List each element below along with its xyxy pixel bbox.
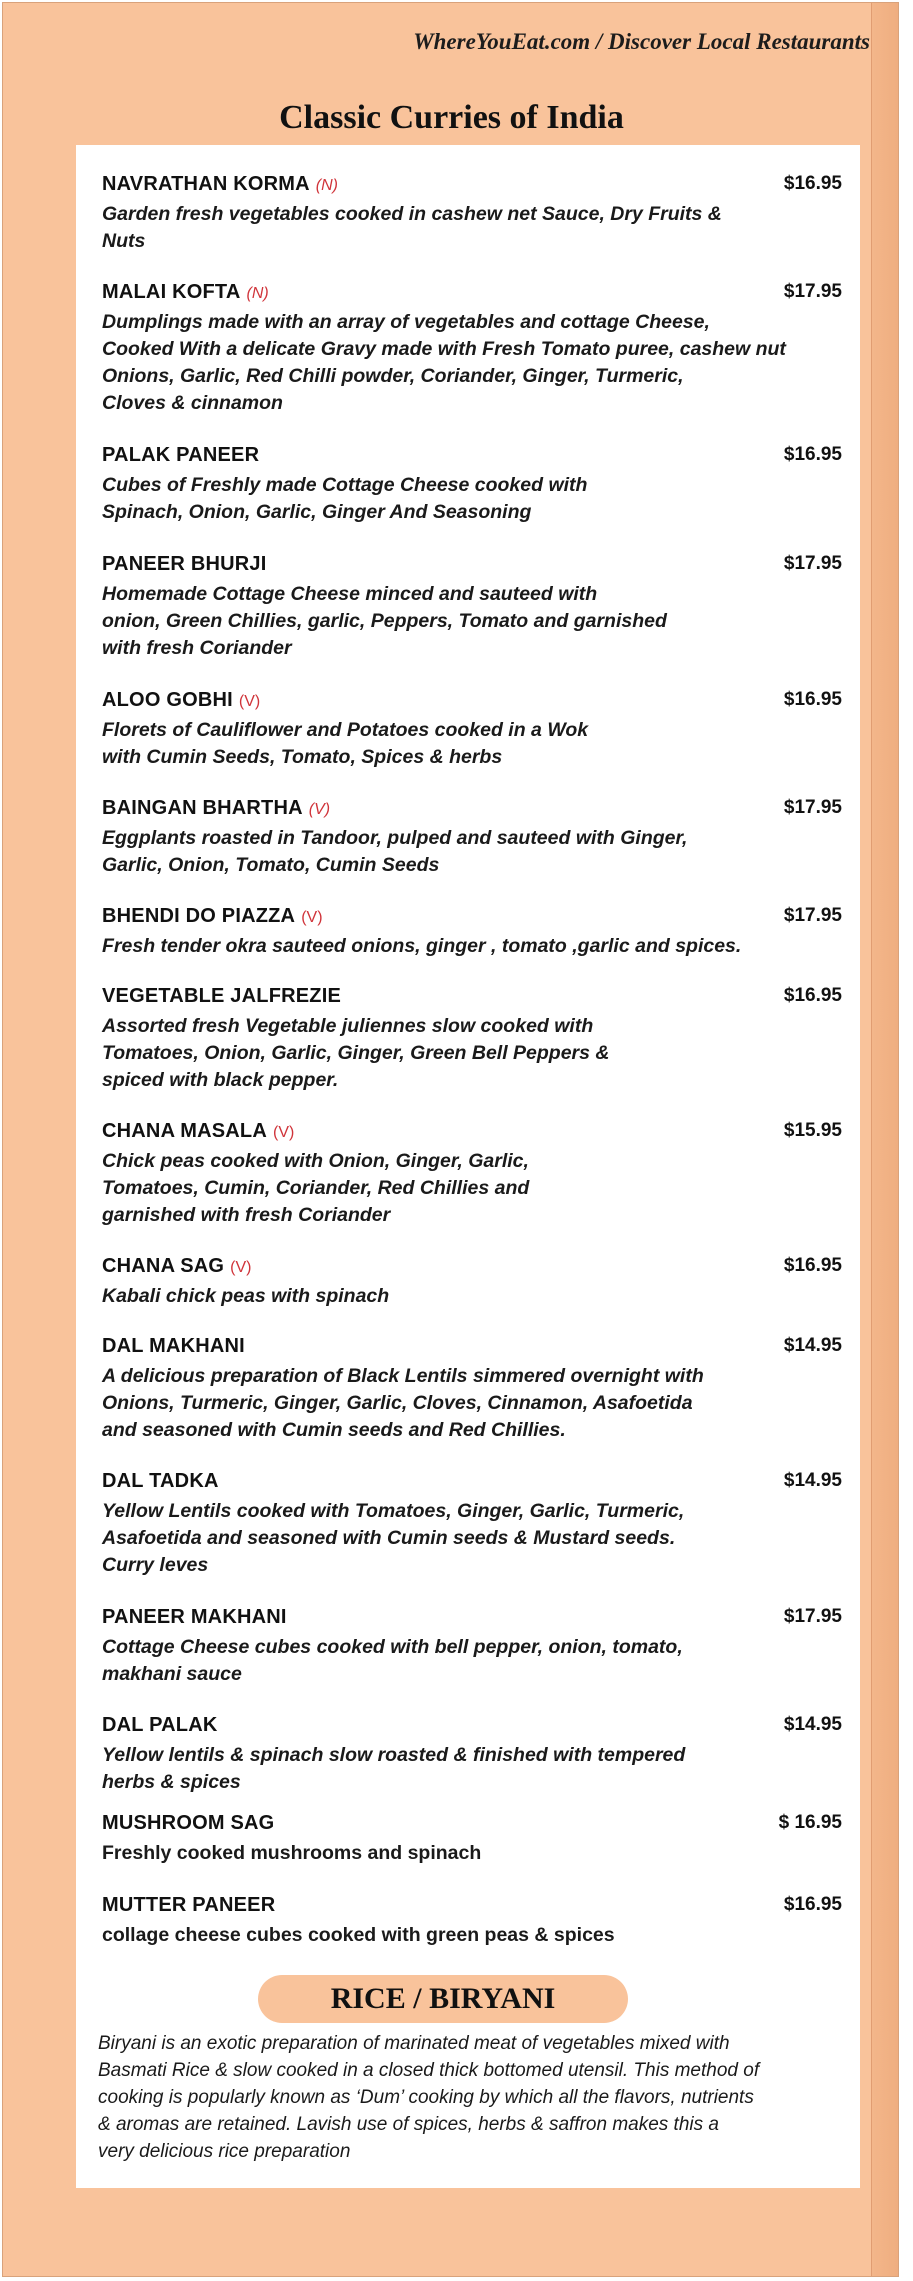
menu-item-name: MUTTER PANEER (102, 1894, 276, 1916)
menu-item (102, 1255, 842, 1310)
menu-item-header (102, 1714, 842, 1742)
menu-item-price: $17.95 (783, 281, 842, 302)
menu-item-header (102, 1470, 842, 1498)
menu-item-price: $14.95 (783, 1714, 842, 1735)
menu-item-header (102, 553, 842, 581)
menu-item-price: $17.95 (783, 553, 842, 574)
menu-item (102, 1120, 842, 1229)
menu-item (102, 1335, 842, 1444)
menu-item-description: Garden fresh vegetables cooked in cashew net Sauce, Dry Fruits & Nuts (102, 203, 722, 252)
menu-item-header (102, 281, 842, 309)
menu-item (102, 689, 842, 771)
menu-item-price: $15.95 (783, 1120, 842, 1141)
menu-item-header (102, 1335, 842, 1363)
menu-item (102, 985, 842, 1094)
menu-item (102, 1714, 842, 1796)
menu-item-price: $14.95 (783, 1335, 842, 1356)
section-description: Biryani is an exotic preparation of marinated meat of vegetables mixed with Basmati Rice & slow cooked in a closed thick bottomed utensil. This method of cooking is popularly known as ‘Dum’ cooking by which all the flavors, nutrients & aromas are retained. Lavish use of spices, herbs & saffron makes this a very delicious rice preparation (98, 2033, 760, 2162)
menu-item-price: $16.95 (783, 173, 842, 194)
dietary-tag: (V) (272, 1124, 295, 1141)
menu-item-header (102, 1812, 842, 1840)
dietary-tag: (N) (315, 177, 339, 194)
menu-item-description: Cubes of Freshly made Cottage Cheese cooked with Spinach, Onion, Garlic, Ginger And Seasoning (102, 474, 588, 523)
menu-item-description: Chick peas cooked with Onion, Ginger, Garlic, Tomatoes, Cumin, Coriander, Red Chillies and garnished with fresh Coriander (102, 1150, 530, 1226)
menu-item-name: DAL PALAK (102, 1714, 218, 1736)
menu-item-description: collage cheese cubes cooked with green peas & spices (102, 1924, 615, 1946)
menu-item (102, 905, 842, 960)
menu-item-description: Homemade Cottage Cheese minced and sauteed with onion, Green Chillies, garlic, Peppers, Tomato and garnished with fresh Coriander (102, 583, 667, 659)
menu-item (102, 1470, 842, 1579)
menu-item-name: ALOO GOBHI (102, 689, 233, 711)
menu-item-header (102, 797, 842, 825)
menu-item-name: DAL TADKA (102, 1470, 219, 1492)
menu-item-description: Freshly cooked mushrooms and spinach (102, 1842, 482, 1864)
menu-item-header (102, 1255, 842, 1283)
menu-item-header (102, 173, 842, 201)
menu-item-header (102, 444, 842, 472)
menu-item-name: MUSHROOM SAG (102, 1812, 275, 1834)
menu-item-header (102, 1606, 842, 1634)
menu-item-description: Cottage Cheese cubes cooked with bell pepper, onion, tomato, makhani sauce (102, 1636, 683, 1685)
menu-item-name: DAL MAKHANI (102, 1335, 245, 1357)
menu-item-header (102, 1120, 842, 1148)
menu-item-price: $14.95 (783, 1470, 842, 1491)
menu-item-name: VEGETABLE JALFREZIE (102, 985, 342, 1007)
menu-item (102, 1894, 842, 1949)
section-title: RICE / BIRYANI (258, 1975, 628, 2023)
menu-item-name: CHANA SAG (102, 1255, 225, 1277)
menu-item (102, 1606, 842, 1688)
menu-item-header (102, 689, 842, 717)
dietary-tag: (V) (230, 1259, 252, 1276)
menu-item-header (102, 1894, 842, 1922)
menu-item-price: $17.95 (783, 1606, 842, 1627)
dietary-tag: (V) (238, 693, 261, 710)
menu-item-description: Kabali chick peas with spinach (102, 1285, 390, 1307)
menu-item (102, 797, 842, 879)
dietary-tag: (V) (308, 801, 331, 818)
menu-item-description: Fresh tender okra sauteed onions, ginger , tomato ,garlic and spices. (102, 935, 742, 957)
dietary-tag: (V) (301, 909, 323, 926)
menu-item (102, 281, 842, 417)
dietary-tag: (N) (246, 285, 269, 302)
menu-item-name: BHENDI DO PIAZZA (102, 905, 296, 927)
menu-item-price: $16.95 (783, 1255, 842, 1276)
page-edge (871, 3, 898, 2276)
menu-item-price: $16.95 (783, 985, 842, 1006)
menu-item-price: $17.95 (783, 797, 842, 818)
menu-title: Classic Curries of India (279, 99, 624, 136)
menu-item-price: $16.95 (783, 444, 842, 465)
menu-item-description: Florets of Cauliflower and Potatoes cooked in a Wok with Cumin Seeds, Tomato, Spices & herbs (102, 719, 589, 768)
menu-item-description: Assorted fresh Vegetable juliennes slow cooked with Tomatoes, Onion, Garlic, Ginger, Green Bell Peppers & spiced with black pepper. (102, 1015, 610, 1091)
menu-item-description: A delicious preparation of Black Lentils simmered overnight with Onions, Turmeric, Ginger, Garlic, Cloves, Cinnamon, Asafoetida and seasoned with Cumin seeds and Red Chillies. (102, 1365, 704, 1441)
menu-item-name: MALAI KOFTA (102, 281, 241, 303)
menu-item-name: PANEER MAKHANI (102, 1606, 287, 1628)
menu-item-description: Dumplings made with an array of vegetables and cottage Cheese, Cooked With a delicate Gravy made with Fresh Tomato puree, cashew nut Onions, Garlic, Red Chilli powder, Coriander, Ginger, Turmeric, Cloves & cinnamon (102, 311, 786, 414)
menu-item-description: Yellow lentils & spinach slow roasted & finished with tempered herbs & spices (102, 1744, 686, 1793)
menu-item (102, 444, 842, 526)
menu-page (2, 2, 899, 2277)
menu-item-name: BAINGAN BHARTHA (102, 797, 303, 819)
menu-item-price: $16.95 (783, 689, 842, 710)
menu-item (102, 553, 842, 662)
menu-item-price: $ 16.95 (778, 1812, 842, 1833)
menu-item (102, 1812, 842, 1867)
menu-item-price: $16.95 (783, 1894, 842, 1915)
menu-item-description: Eggplants roasted in Tandoor, pulped and sauteed with Ginger, Garlic, Onion, Tomato, Cumin Seeds (102, 827, 688, 876)
menu-item-name: NAVRATHAN KORMA (102, 173, 310, 195)
menu-item-description: Yellow Lentils cooked with Tomatoes, Ginger, Garlic, Turmeric, Asafoetida and seasoned with Cumin seeds & Mustard seeds. Curry leves (102, 1500, 685, 1576)
menu-item-header (102, 905, 842, 933)
menu-panel (76, 145, 860, 2188)
menu-item (102, 173, 842, 255)
site-watermark: WhereYouEat.com / Discover Local Restaurants (413, 29, 870, 54)
menu-item-name: PANEER BHURJI (102, 553, 267, 575)
menu-item-name: PALAK PANEER (102, 444, 260, 466)
menu-item-name: CHANA MASALA (102, 1120, 267, 1142)
menu-item-price: $17.95 (783, 905, 842, 926)
menu-item-header (102, 985, 842, 1013)
